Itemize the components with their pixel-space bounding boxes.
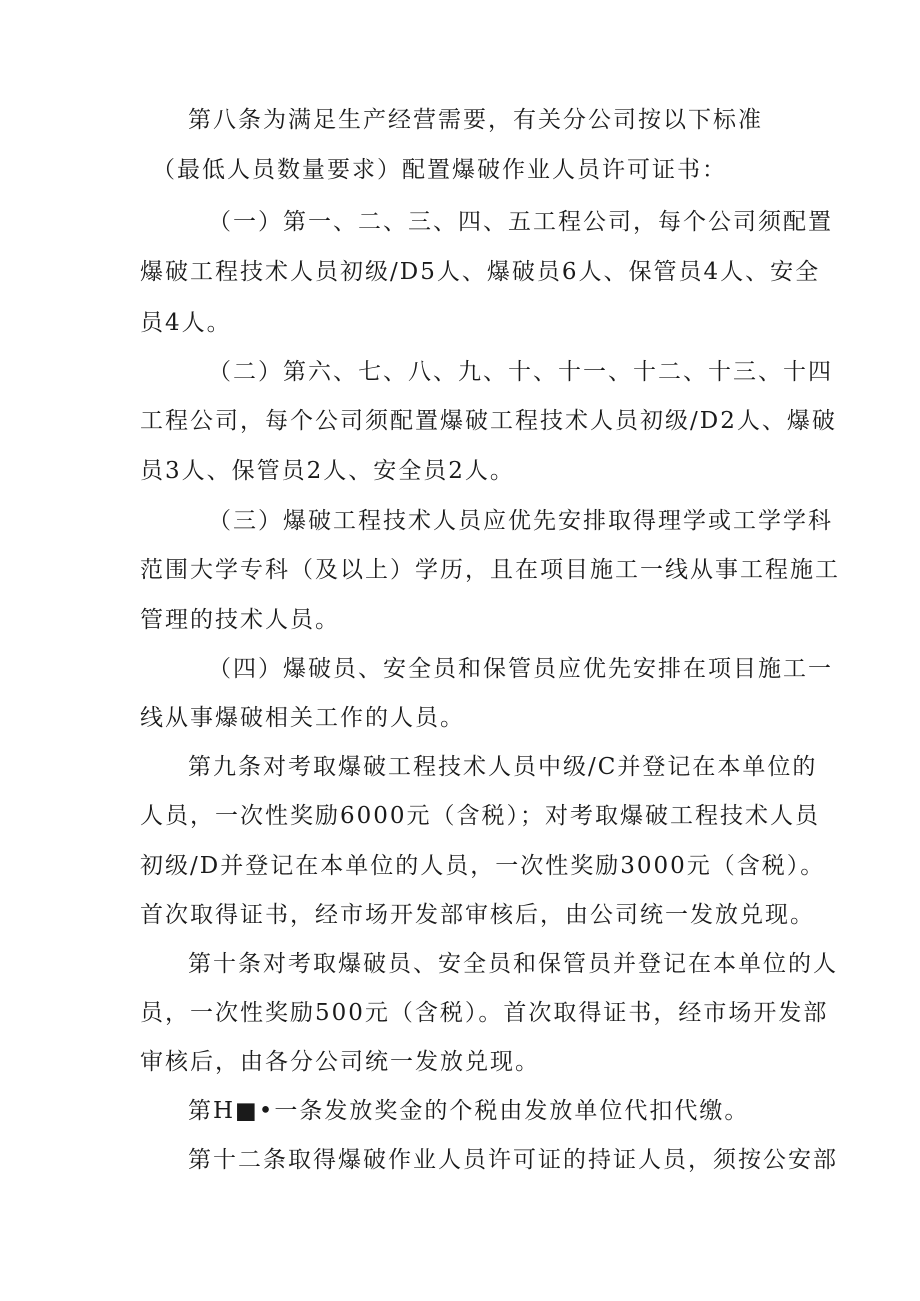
item-1-line-3: 员4人。 [140,310,232,336]
article-8-line-2: （最低人员数量要求）配置爆破作业人员许可证书： [152,157,727,183]
article-10-line-3: 审核后，由各分公司统一发放兑现。 [140,1049,540,1075]
item-1-line-1: （一）第一、二、三、四、五工程公司，每个公司须配置 [208,209,833,235]
article-9-line-1: 第九条对考取爆破工程技术人员中级/C并登记在本单位的 [188,754,818,780]
item-3-line-3: 管理的技术人员。 [140,607,340,633]
article-9-line-4: 首次取得证书，经市场开发部审核后，由公司统一发放兑现。 [140,902,815,928]
article-10-line-1: 第十条对考取爆破员、安全员和保管员并登记在本单位的人 [188,951,838,977]
article-8-line-1: 第八条为满足生产经营需要，有关分公司按以下标准 [188,107,763,133]
item-3-line-1: （三）爆破工程技术人员应优先安排取得理学或工学学科 [208,508,833,534]
item-1-line-2: 爆破工程技术人员初级/D5人、爆破员6人、保管员4人、安全 [140,259,821,285]
item-4-line-2: 线从事爆破相关工作的人员。 [140,705,465,731]
item-3-line-2: 范围大学专科（及以上）学历，且在项目施工一线从事工程施工 [140,557,840,583]
item-2-line-2: 工程公司，每个公司须配置爆破工程技术人员初级/D2人、爆破 [140,408,837,434]
article-9-line-3: 初级/D并登记在本单位的人员，一次性奖励3000元（含税）。 [140,853,826,879]
article-9-line-2: 人员，一次性奖励6000元（含税）；对考取爆破工程技术人员 [140,803,821,829]
article-11-line-1: 第H■•一条发放奖金的个税由发放单位代扣代缴。 [188,1098,750,1124]
item-2-line-3: 员3人、保管员2人、安全员2人。 [140,458,515,484]
item-2-line-1: （二）第六、七、八、九、十、十一、十二、十三、十四 [208,359,833,385]
article-12-line-1: 第十二条取得爆破作业人员许可证的持证人员，须按公安部 [188,1147,838,1173]
item-4-line-1: （四）爆破员、安全员和保管员应优先安排在项目施工一 [208,656,833,682]
article-10-line-2: 员，一次性奖励500元（含税）。首次取得证书，经市场开发部 [140,1000,829,1026]
